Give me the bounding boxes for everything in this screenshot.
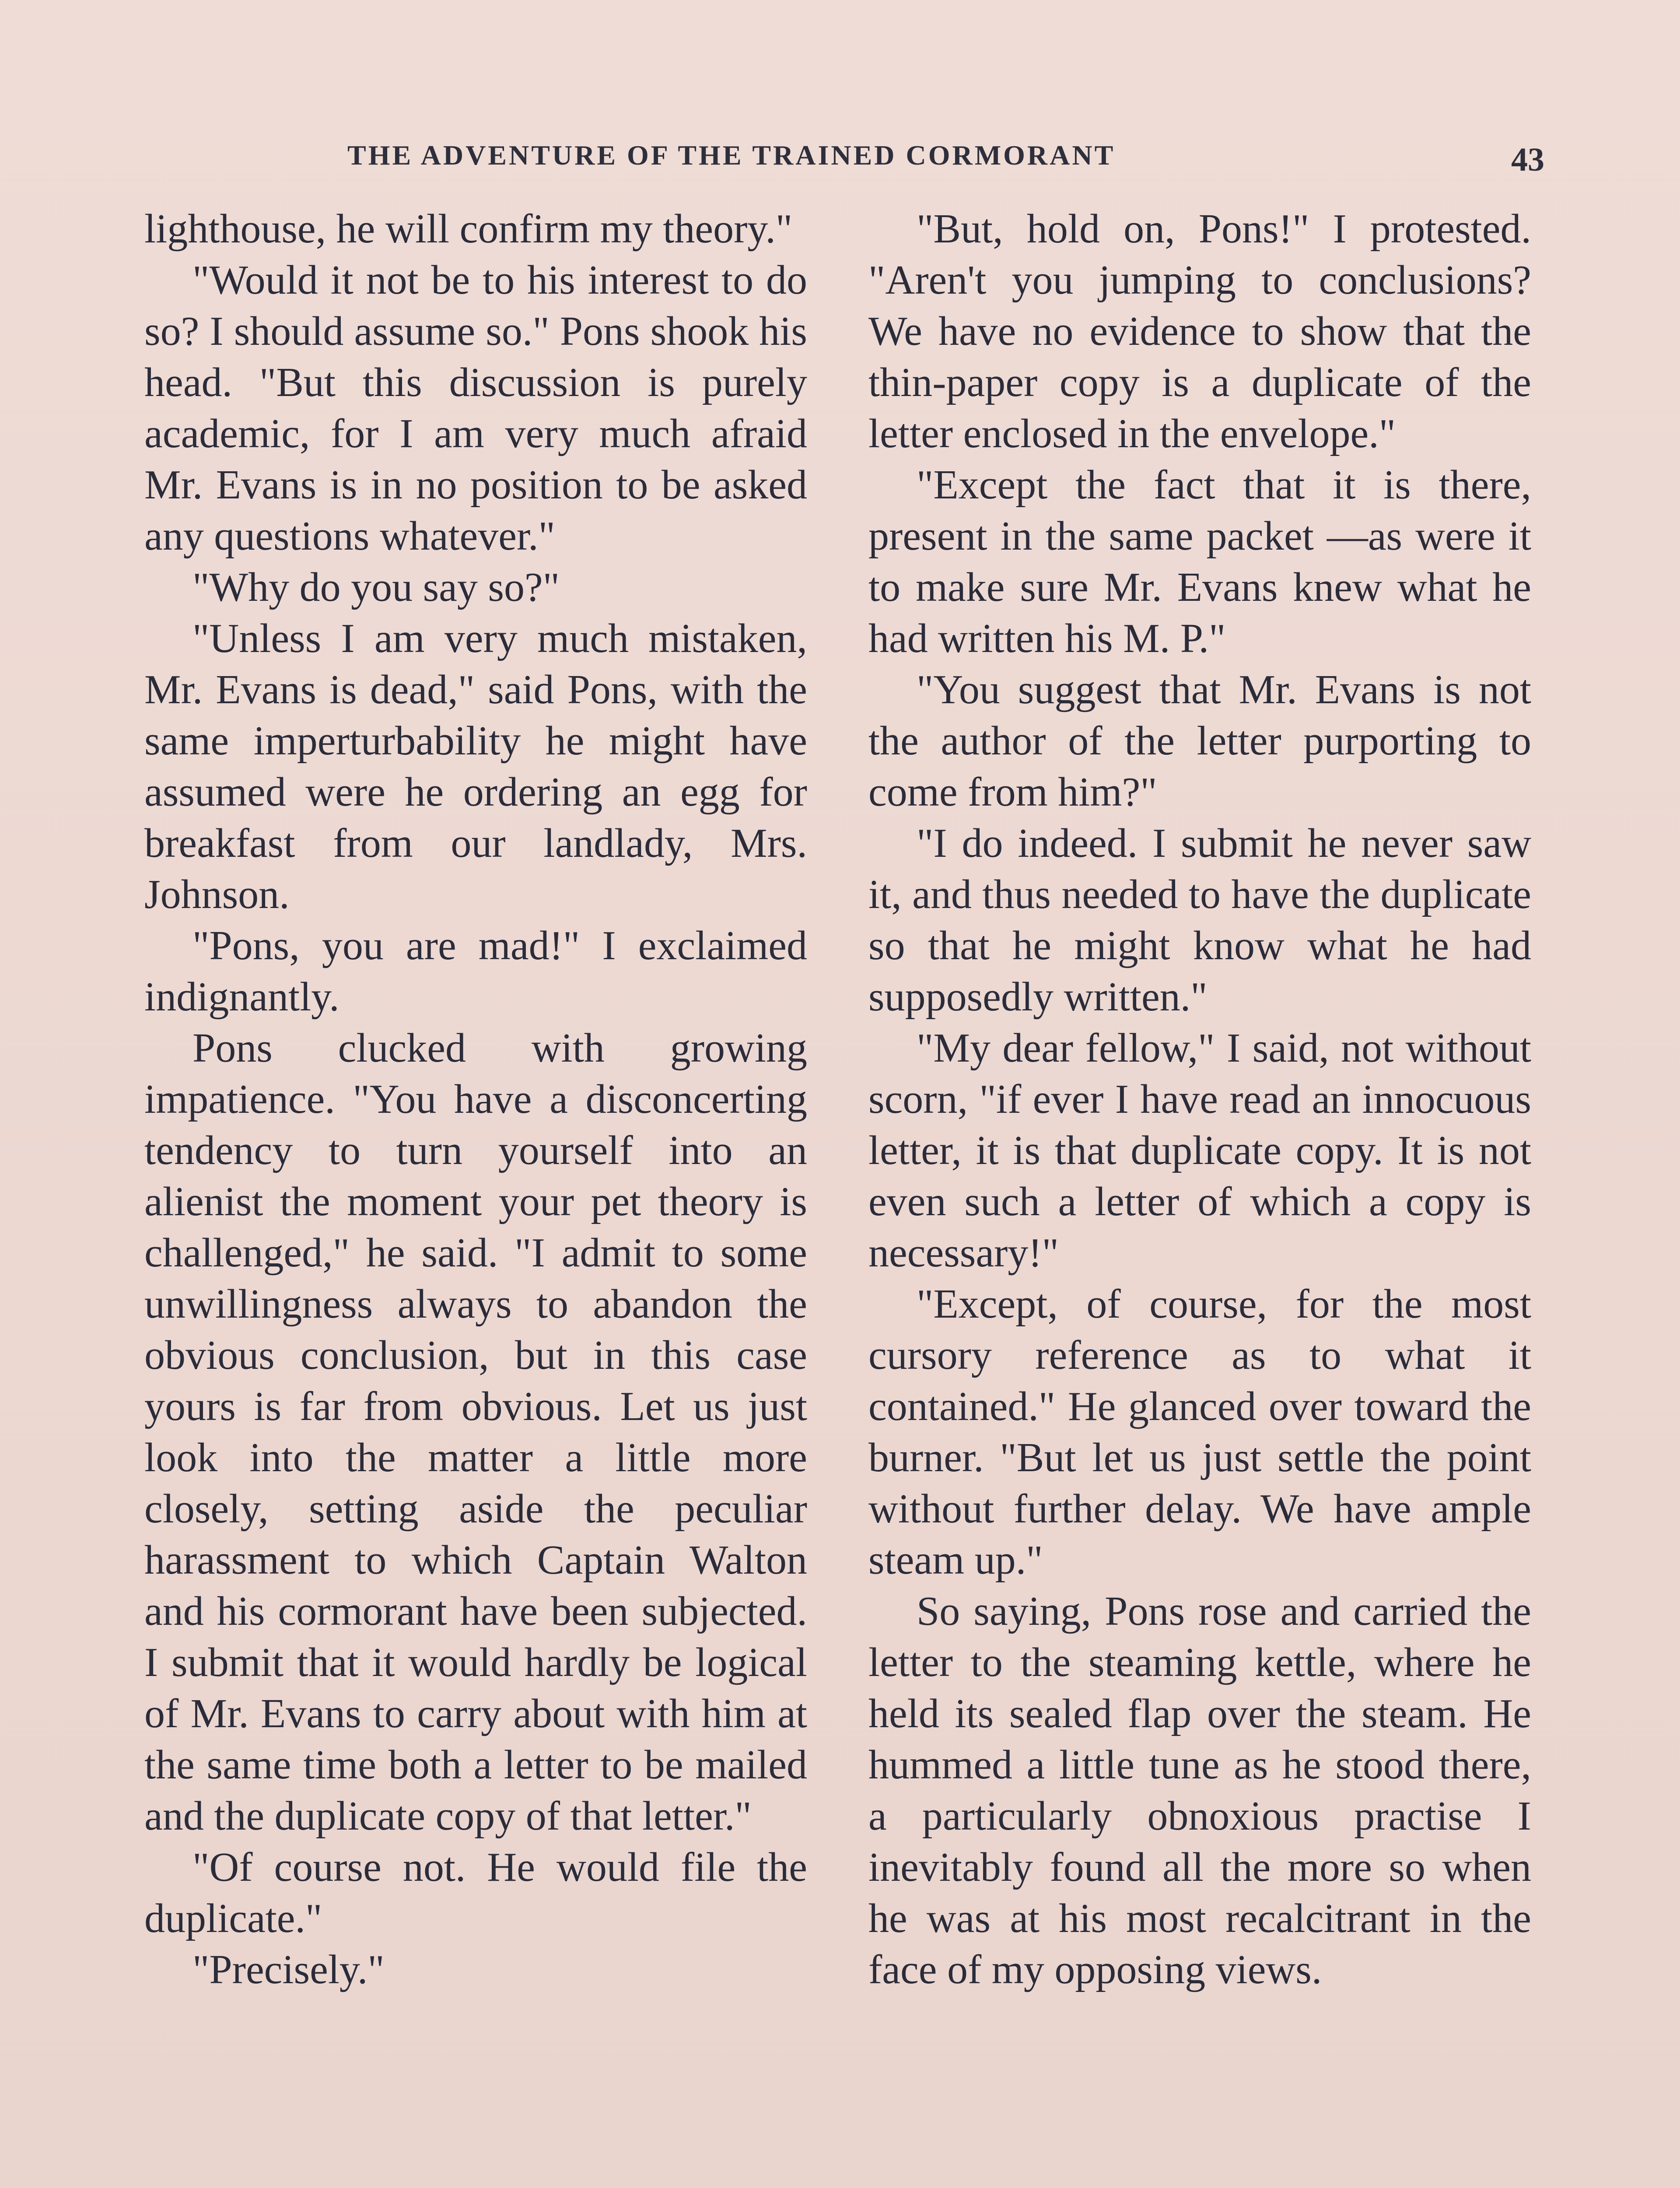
paragraph: Pons clucked with growing impatience. "You have a disconcerting tendency to turn yourself into an alienist the moment your pet theory is challenged," he said. "I admit to some unwillingness always to abandon the obvious conclusion, but in this case yours is far from obvious. Let us just look into the matter a little more closely, setting aside the peculiar harassment to which Captain Walton and his cormorant have been subjected. I submit that it would hardly be logical of Mr. Evans to carry about with him at the same time both a letter to be mailed and the duplicate copy of that letter."	[144, 1025, 807, 1839]
paragraph: "You suggest that Mr. Evans is not the author of the letter purporting to come from him?"	[868, 667, 1531, 815]
paragraph: "Why do you say so?"	[192, 565, 560, 610]
paragraph: "Of course not. He would file the duplicate."	[144, 1844, 807, 1941]
paragraph: "Precisely."	[192, 1947, 385, 1992]
page-header	[144, 139, 1544, 179]
paragraph: "Would it not be to his interest to do so? I should assume so." Pons shook his head. "But this discussion is purely academic, for I am very much afraid Mr. Evans is in no position to be asked any questions whatever."	[144, 257, 807, 559]
paragraph: "But, hold on, Pons!" I protested. "Aren't you jumping to conclusions? We have no evidence to show that the thin-paper copy is a duplicate of the letter enclosed in the envelope."	[868, 206, 1531, 456]
page-number: 43	[1511, 141, 1544, 178]
paragraph: "Unless I am very much mistaken, Mr. Evans is dead," said Pons, with the same imperturbability he might have assumed were he ordering an egg for breakfast from our landlady, Mrs. Johnson.	[144, 616, 807, 917]
paragraph: "Pons, you are mad!" I exclaimed indignantly.	[144, 923, 807, 1020]
paragraph: lighthouse, he will confirm my theory."	[144, 206, 793, 252]
paragraph: "Except the fact that it is there, present in the same packet —as were it to make sure Mr. Evans knew what he had written his M. P."	[868, 462, 1531, 661]
paragraph: "I do indeed. I submit he never saw it, and thus needed to have the duplicate so that he might know what he had supposedly written."	[868, 820, 1531, 1020]
running-head: THE ADVENTURE OF THE TRAINED CORMORANT	[347, 140, 1116, 171]
paragraph: "My dear fellow," I said, not without scorn, "if ever I have read an innocuous letter, it is that duplicate copy. It is not even such a letter of which a copy is necessary!"	[868, 1025, 1531, 1276]
right-column	[868, 203, 1531, 1995]
paragraph: "Except, of course, for the most cursory reference as to what it contained." He glanced over toward the burner. "But let us just settle the point without further delay. We have ample steam up."	[868, 1281, 1531, 1583]
paragraph: So saying, Pons rose and carried the letter to the steaming kettle, where he held its sealed flap over the steam. He hummed a little tune as he stood there, a particularly obnoxious practise I inevitably found all the more so when he was at his most recalcitrant in the face of my opposing views.	[868, 1588, 1531, 1992]
left-column	[144, 203, 807, 1995]
